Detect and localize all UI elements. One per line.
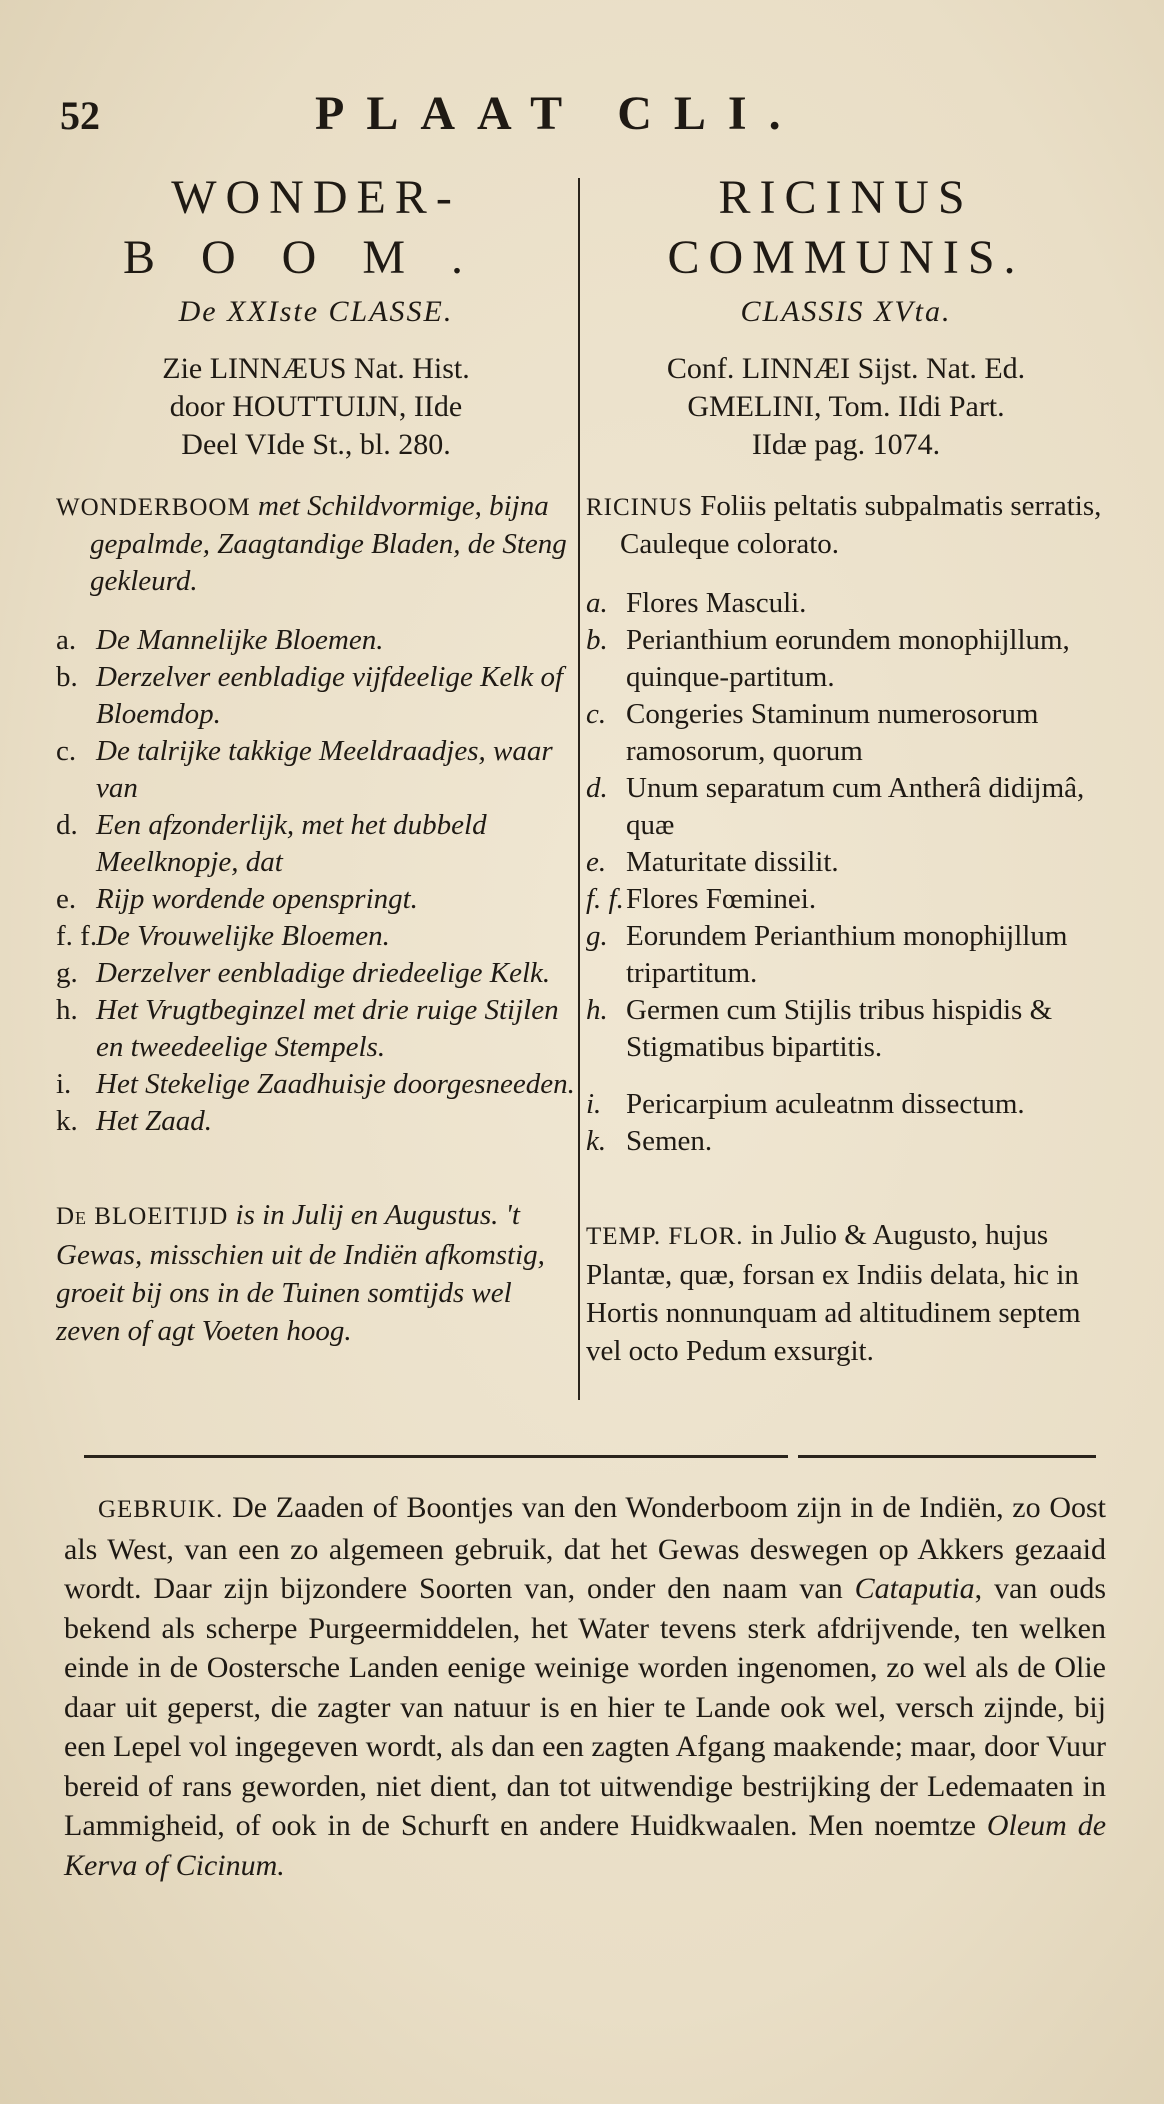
latin-title-line2: COMMUNIS. [667,231,1025,284]
list-item [586,1123,1106,1160]
list-item [56,955,576,992]
usage-head: GEBRUIK. [98,1496,224,1523]
item-text: Maturitate dissilit. [626,846,839,878]
item-label: k. [56,1105,78,1137]
item-label: g. [56,957,78,989]
item-text: Perianthium eorundem monophijllum, quinque-partitum. [626,624,1070,693]
latin-desc-text: Foliis peltatis subpalmatis serratis, Cauleque colorato. [620,490,1102,560]
list-item [586,585,1106,622]
page-header [60,78,1094,148]
item-text: Pericarpium aculeatnm dissectum. [626,1088,1025,1120]
dutch-reference [56,350,576,464]
dutch-description [56,488,576,600]
latin-ref-line: IIdæ pag. 1074. [751,428,941,461]
item-text: Rijp wordende openspringt. [96,883,418,915]
item-text: Flores Fœminei. [626,883,817,915]
dutch-column [56,168,576,1350]
usage-text-2: , van ouds bekend als scherpe Purgeermiddelen, het Water tevens sterk afdrijvende, ten welken einde in de Oostersche Landen eenige weinige worden ingenomen, zo wel als de Olie daar uit geperst, die zagter van natuur is en hier te Lande ook wel, versch zijnde, bij een Lepel vol ingegeven wordt, als dan een zagten Afgang maakende; maar, door Vuur bereid of rans geworden, niet dient, dan tot uitwendige bestrijking der Ledemaaten in Lammigheid, of ook in de Schurft en andere Huidkwaalen. Men noemtze [64,1572,1106,1842]
dutch-ref-line: Zie LINNÆUS Nat. Hist. [162,352,470,385]
item-label: e. [586,846,607,878]
column-divider [578,178,580,1400]
item-text: Unum separatum cum Antherâ didijmâ, quæ [626,772,1085,841]
list-item [586,696,1106,770]
dutch-desc-head: WONDERBOOM [56,494,251,521]
item-text: Het Vrugtbeginzel met drie ruige Stijlen en tweedeelige Stempels. [96,994,559,1063]
plate-title: PLAAT CLI. [315,87,803,140]
list-item [56,918,576,955]
list-item [56,1066,576,1103]
list-item [586,622,1106,696]
dutch-bloei-head: De BLOEITIJD [56,1203,229,1230]
usage-italic-2: Oleum de Kerva of Cicinum. [64,1809,1107,1882]
item-label: h. [586,994,608,1026]
item-label: c. [56,735,77,767]
list-item [586,844,1106,881]
item-text: De talrijke takkige Meeldraadjes, waar van [96,735,553,804]
list-item [56,1103,576,1140]
latin-ref-line: Conf. LINNÆI Sijst. Nat. Ed. [666,352,1026,385]
item-label: i. [56,1068,72,1100]
item-label: a. [586,587,608,619]
item-label: c. [586,698,607,730]
dutch-classe: De XXIste CLASSE. [178,295,454,328]
dutch-title-line1: WONDER- [171,171,461,224]
latin-figure-list [586,585,1106,1160]
list-item [56,992,576,1066]
dutch-figure-list [56,622,576,1140]
latin-flowering-note [586,1216,1106,1370]
item-label: k. [586,1125,607,1157]
item-text: De Vrouwelijke Bloemen. [96,920,390,952]
list-item [56,807,576,881]
item-label: g. [586,920,608,952]
item-text: Flores Masculi. [626,587,807,619]
item-label: f. f. [56,920,98,952]
list-item [56,733,576,807]
dutch-title-line2: BOOM. [122,231,510,284]
usage-text-1: De Zaaden of Boontjes van den Wonderboom zijn in de Indiën, zo Oost als West, van een zo algemeen gebruik, dat het Gewas deswegen op Akkers gezaaid wordt. Daar zijn bijzondere Soorten van, onder den naam van [64,1491,1106,1605]
item-text: De Mannelijke Bloemen. [96,624,384,656]
dutch-desc-text: met Schildvormige, bijna gepalmde, Zaagtandige Bladen, de Steng gekleurd. [90,490,567,597]
latin-description [586,488,1106,563]
item-text: Congeries Staminum numerosorum ramosorum, quorum [626,698,1039,767]
list-item [586,881,1106,918]
item-label: b. [586,624,608,656]
latin-title-line1: RICINUS [718,171,974,224]
dutch-bloei-text: is in Julij en Augustus. 't Gewas, misschien uit de Indiën afkomstig, groeit bij ons in de Tuinen somtijds wel zeven of agt Voeten hoog. [56,1199,545,1347]
dutch-flowering-note [56,1196,576,1350]
section-rule-right [798,1455,1096,1458]
item-label: a. [56,624,77,656]
latin-reference [586,350,1106,464]
usage-paragraph [64,1488,1106,1885]
item-label: h. [56,994,78,1026]
dutch-ref-line: Deel VIde St., bl. 280. [181,428,451,461]
list-item [56,659,576,733]
item-label: f. f. [586,883,624,915]
latin-classis: CLASSIS XVta. [740,295,952,328]
list-item [586,992,1106,1066]
list-item [586,770,1106,844]
list-item [56,881,576,918]
latin-column [586,168,1106,1370]
page-number: 52 [60,93,100,138]
item-label: b. [56,661,78,693]
item-label: e. [56,883,77,915]
list-item [56,622,576,659]
item-text: Het Stekelige Zaadhuisje doorgesneeden. [96,1068,575,1100]
item-label: d. [56,809,78,841]
item-label: i. [586,1088,602,1120]
section-rule-left [84,1455,788,1458]
item-text: Het Zaad. [96,1105,212,1137]
item-text: Een afzonderlijk, met het dubbeld Meelknopje, dat [96,809,487,878]
latin-desc-head: RICINUS [586,494,694,521]
item-text: Derzelver eenbladige vijfdeelige Kelk of Bloemdop. [96,661,564,730]
usage-italic-1: Cataputia [854,1572,975,1605]
list-item [586,1086,1106,1123]
latin-bloei-text: in Julio & Augusto, hujus Plantæ, quæ, forsan ex Indiis delata, hic in Hortis nonnunquam ad altitudinem septem vel octo Pedum exsurgit. [586,1219,1081,1367]
item-text: Derzelver eenbladige driedeelige Kelk. [96,957,551,989]
item-text: Germen cum Stijlis tribus hispidis & Stigmatibus bipartitis. [626,994,1053,1063]
item-label: d. [586,772,608,804]
latin-bloei-head: TEMP. FLOR. [586,1223,744,1250]
latin-ref-line: GMELINI, Tom. IIdi Part. [687,390,1005,423]
list-item [586,918,1106,992]
dutch-ref-line: door HOUTTUIJN, IIde [169,390,463,423]
item-text: Semen. [626,1125,713,1157]
item-text: Eorundem Perianthium monophijllum tripartitum. [626,920,1068,989]
